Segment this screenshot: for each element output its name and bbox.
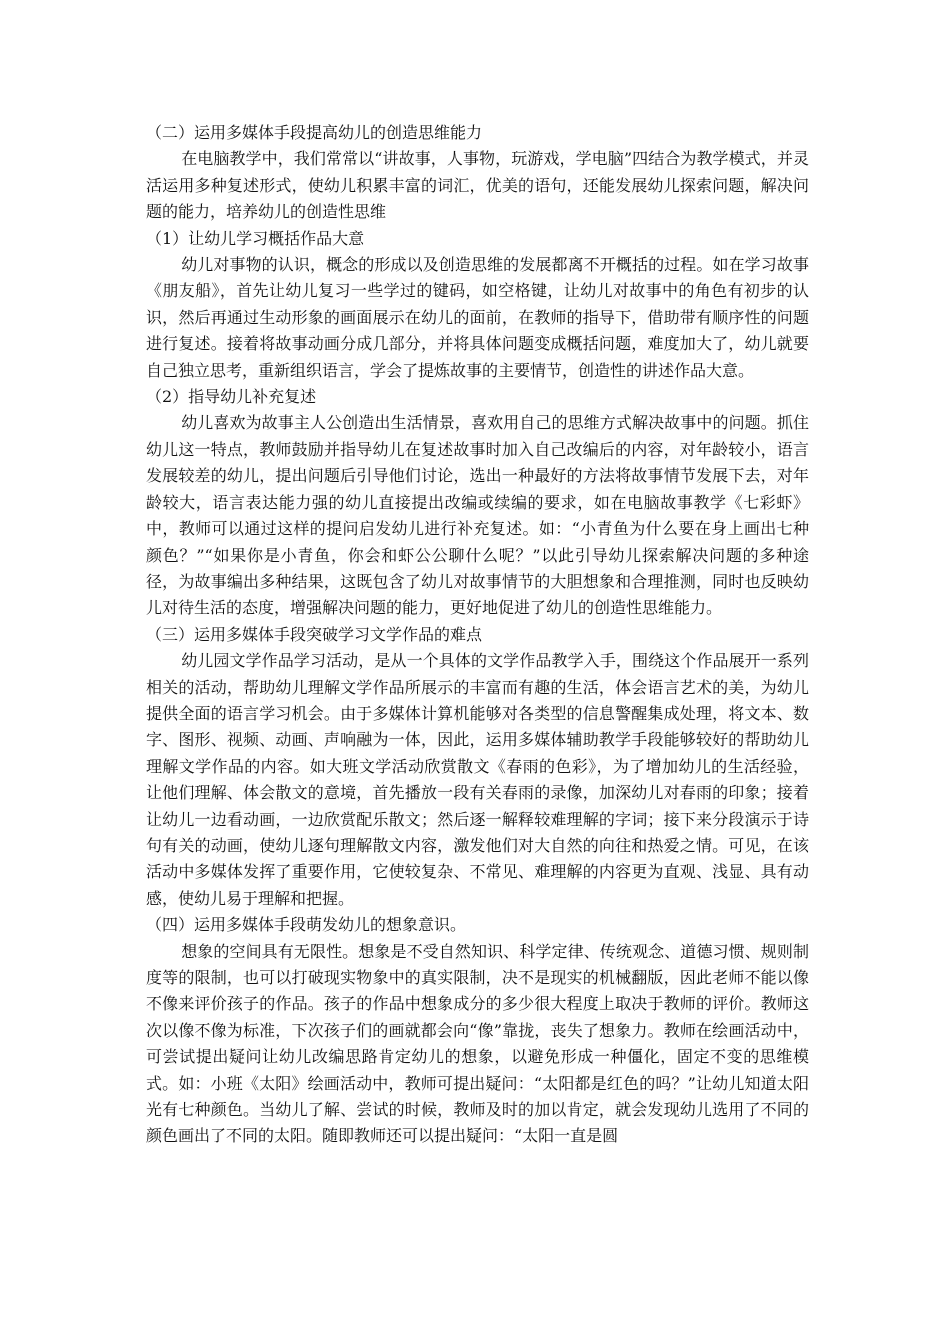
section-heading-2: （二）运用多媒体手段提高幼儿的创造思维能力 <box>146 123 483 142</box>
paragraph-summary: 幼儿对事物的认识，概念的形成以及创造思维的发展都离不开概括的过程。如在学习故事《朋友船》，首先让幼儿复习一些学过的键码，如空格键，让幼儿对故事中的角色有初步的认识，然后再通过生动形象的画面展示在幼儿的面前，在教师的指导下，借助带有顺序性的问题进行复述。接着将故事动画分成几部分，并将具体问题变成概括问题，难度加大了，幼儿就要自己独立思考，重新组织语言，学会了提炼故事的主要情节，创造性的讲述作品大意。 <box>146 255 809 380</box>
paragraph-literature: 幼儿园文学作品学习活动，是从一个具体的文学作品教学入手，围绕这个作品展开一系列相关的活动，帮助幼儿理解文学作品所展示的丰富而有趣的生活，体会语言艺术的美，为幼儿提供全面的语言学习机会。由于多媒体计算机能够对各类型的信息警醒集成处理，将文本、数字、图形、视频、动画、声响融为一体，因此，运用多媒体辅助教学手段能够较好的帮助幼儿理解文学作品的内容。如大班文学活动欣赏散文《春雨的色彩》，为了增加幼儿的生活经验，让他们理解、体会散文的意境，首先播放一段有关春雨的录像，加深幼儿对春雨的印象；接着让幼儿一边看动画，一边欣赏配乐散文；然后逐一解释较难理解的字词；接下来分段演示于诗句有关的动画，使幼儿逐句理解散文内容，激发他们对大自然的向往和热爱之情。可见，在该活动中多媒体发挥了重要作用，它使较复杂、不常见、难理解的内容更为直观、浅显、具有动感，使幼儿易于理解和把握。 <box>146 651 809 908</box>
subheading-2: （2）指导幼儿补充复述 <box>146 387 317 407</box>
subheading-1: （1）让幼儿学习概括作品大意 <box>146 228 365 248</box>
section-heading-3: （三）运用多媒体手段突破学习文学作品的难点 <box>146 624 483 644</box>
document-body <box>146 120 809 1150</box>
paragraph-retelling: 幼儿喜欢为故事主人公创造出生活情景，喜欢用自己的思维方式解决故事中的问题。抓住幼儿这一特点，教师鼓励并指导幼儿在复述故事时加入自己改编后的内容，对年龄较小，语言发展较差的幼儿，提出问题后引导他们讨论，选出一种最好的方法将故事情节发展下去，对年龄较大，语言表达能力强的幼儿直接提出改编或续编的要求，如在电脑故事教学《七彩虾》中，教师可以通过这样的提问启发幼儿进行补充复述。如：“小青鱼为什么要在身上画出七种颜色？”“如果你是小青鱼，你会和虾公公聊什么呢？”以此引导幼儿探索解决问题的多种途径，为故事编出多种结果，这既包含了幼儿对故事情节的大胆想象和合理推测，同时也反映幼儿对待生活的态度，增强解决问题的能力，更好地促进了幼儿的创造性思维能力。 <box>146 413 809 618</box>
paragraph-intro: 在电脑教学中，我们常常以“讲故事，人事物，玩游戏，学电脑”四结合为教学模式，并灵活运用多种复述形式，使幼儿积累丰富的词汇，优美的语句，还能发展幼儿探索问题，解决问题的能力，培养幼儿的创造性思维 <box>146 149 809 222</box>
paragraph-imagination: 想象的空间具有无限性。想象是不受自然知识、科学定律、传统观念、道德习惯、规则制度等的限制，也可以打破现实物象中的真实限制，决不是现实的机械翻版，因此老师不能以像不像来评价孩子的作品。孩子的作品中想象成分的多少很大程度上取决于教师的评价。教师这次以像不像为标准，下次孩子们的画就都会向“像”靠拢，丧失了想象力。教师在绘画活动中，可尝试提出疑问让幼儿改编思路肯定幼儿的想象，以避免形成一种僵化，固定不变的思维模式。如：小班《太阳》绘画活动中，教师可提出疑问：“太阳都是红色的吗？”让幼儿知道太阳光有七种颜色。当幼儿了解、尝试的时候，教师及时的加以肯定，就会发现幼儿选用了不同的颜色画出了不同的太阳。随即教师还可以提出疑问：“太阳一直是圆 <box>146 941 809 1146</box>
section-heading-4: （四）运用多媒体手段萌发幼儿的想象意识。 <box>146 915 467 935</box>
